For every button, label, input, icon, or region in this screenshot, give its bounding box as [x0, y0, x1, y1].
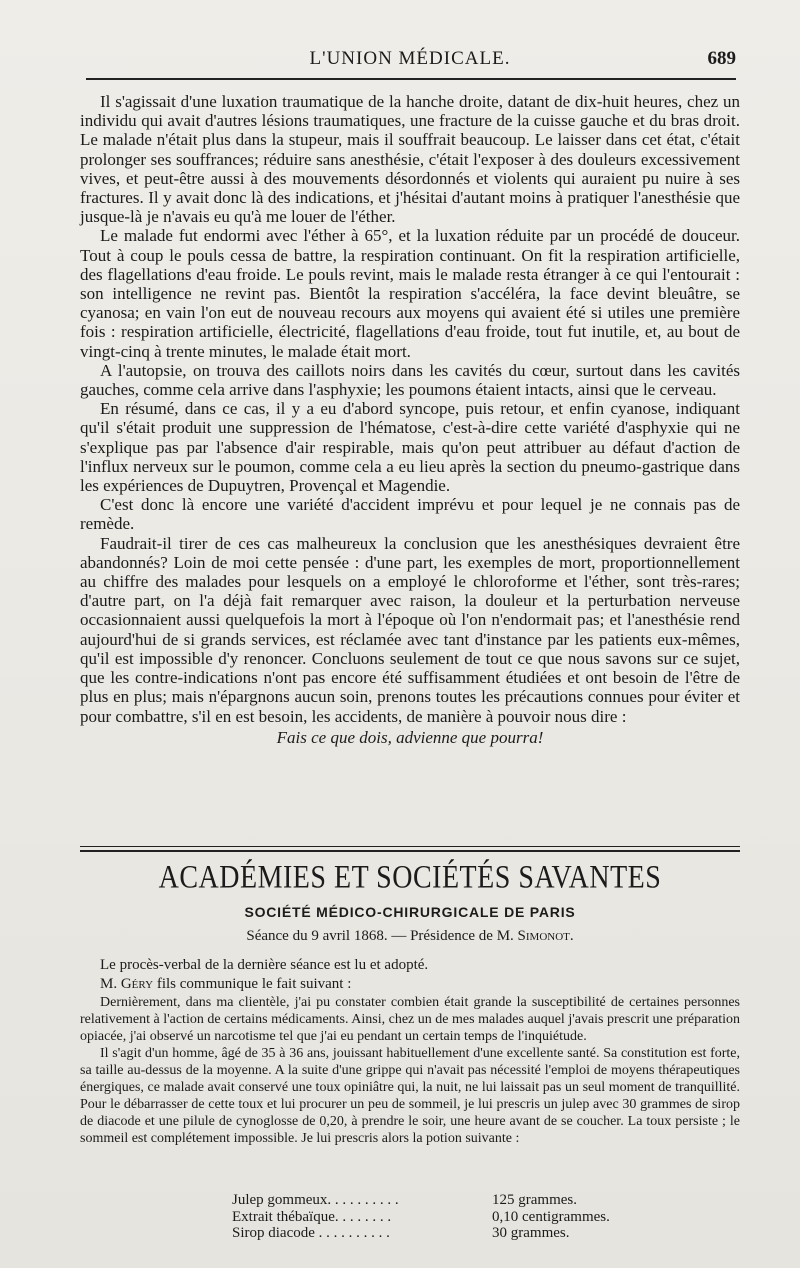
prescription-item: Julep gommeux. . . . . . . . . .	[232, 1192, 399, 1208]
minutes	[80, 956, 740, 994]
article-body	[80, 92, 740, 747]
minutes-prefix: M.	[100, 976, 121, 992]
motto: Fais ce que dois, advienne que pourra!	[276, 727, 544, 747]
report-paragraph: Il s'agit d'un homme, âgé de 35 à 36 ans, jouissant habituellement d'une excellente santé. Sa constitution est forte, sa taille au-dessus de la moyenne. A la suite d'une grippe qui n'avait pas nécessité l'emploi de moyens thérapeutiques énergiques, ce malade avait conservé une toux opiniâtre qui, la nuit, ne lui laissait pas un seul moment de tranquillité. Pour le débarrasser de cette toux et lui procurer un peu de sommeil, je lui prescris un julep avec 30 grammes de sirop de diacode et une pilule de cynoglosse de 0,20, à prendre le soir, une heure avant de se coucher. La toux persiste ; le sommeil est complétement impossible. Je lui prescris alors la potion suivante :	[80, 1046, 740, 1146]
running-title: L'UNION MÉDICALE.	[309, 48, 511, 69]
session-prefix: Séance du 9 avril 1868. — Présidence de M.	[246, 928, 518, 944]
body-paragraph: Le malade fut endormi avec l'éther à 65°, et la luxation réduite par un procédé de douceur. Tout à coup le pouls cessa de battre, la respiration continuant. On fit la respiration artificielle, des flagellations d'eau froide. Le pouls revint, mais le malade resta étranger à ce qui l'entourait : son intelligence ne revint pas. Bientôt la respiration s'accéléra, la face devint bleuâtre, se cyanosa; en vain l'on eut de nouveau recours aux moyens qui avaient été si utiles une première fois : respiration artificielle, électricité, flagellations d'eau froide, tout fut inutile, et, au bout de vingt-cinq à trente minutes, le malade était mort.	[80, 226, 740, 361]
body-paragraph: A l'autopsie, on trouva des caillots noirs dans les cavités du cœur, surtout dans les cavités gauches, comme cela arrive dans l'asphyxie; les poumons étaient intacts, ainsi que le cerveau.	[80, 360, 740, 400]
prescription-row	[232, 1209, 712, 1226]
case-report	[80, 994, 740, 1147]
prescription-qty: 125 grammes.	[492, 1192, 577, 1208]
minutes-line	[80, 975, 740, 994]
page-header	[80, 46, 740, 74]
page-number: 689	[707, 48, 736, 69]
section-divider	[80, 846, 740, 852]
session-line	[80, 928, 740, 945]
prescription-item: Sirop diacode . . . . . . . . . .	[232, 1225, 390, 1241]
prescription-qty: 0,10 centigrammes.	[492, 1208, 610, 1225]
session-president: Simonot.	[517, 928, 574, 944]
speaker-name: Géry	[120, 976, 154, 992]
header-rule	[86, 78, 736, 80]
prescription-row	[232, 1192, 712, 1209]
prescription-qty: 30 grammes.	[492, 1225, 570, 1241]
prescription-item: Extrait thébaïque. . . . . . . .	[232, 1208, 392, 1225]
prescription-row	[232, 1225, 712, 1242]
prescription	[232, 1192, 712, 1242]
society-title: SOCIÉTÉ MÉDICO-CHIRURGICALE DE PARIS	[244, 904, 576, 920]
body-paragraph: En résumé, dans ce cas, il y a eu d'abord syncope, puis retour, et enfin cyanose, indiquant qu'il s'était produit une suppression de l'hématose, c'est-à-dire cette variété d'asphyxie qui ne s'explique pas par l'absence d'air respirable, mais qu'on peut attribuer au défaut d'action de l'influx nerveux sur le poumon, comme cela a eu lieu après la section du pneumo-gastrique dans les expériences de Dupuytren, Provençal et Magendie.	[80, 399, 740, 496]
body-paragraph: C'est donc là encore une variété d'accident imprévu et pour lequel je ne connais pas de remède.	[80, 495, 740, 534]
minutes-line: Le procès-verbal de la dernière séance est lu et adopté.	[100, 957, 429, 973]
minutes-rest: fils communique le fait suivant :	[153, 976, 352, 992]
report-paragraph: Dernièrement, dans ma clientèle, j'ai pu constater combien était grande la susceptibilité de certaines personnes relativement à l'action de certains médicaments. Ainsi, chez un de mes malades auquel j'avais prescrit une préparation opiacée, j'ai observé un narcotisme tel que j'ai eu pendant un certain temps de l'inquiétude.	[80, 995, 740, 1044]
body-paragraph: Faudrait-il tirer de ces cas malheureux la conclusion que les anesthésiques devraient être abandonnés? Loin de moi cette pensée : d'une part, les exemples de mort, proportionnellement au chiffre des malades pour lesquels on a employé le chloroforme et l'éther, sont très-rares; d'autre part, on l'a déjà fait remarquer avec raison, la douleur et la perturbation nerveuse occasionnaient aussi quelquefois la mort à l'époque où l'on n'endormait pas; et l'anesthésie rend aujourd'hui de si grands services, est réclamée avec tant d'instance par les patients eux-mêmes, qu'il est impossible d'y renoncer. Concluons seulement de tout ce que nous savons sur ce sujet, que les contre-indications n'ont pas encore été suffisamment étudiées et ont besoin de l'être de plus en plus; mais n'épargnons aucun soin, prenons toutes les précautions connues pour éviter et pour combattre, s'il en est besoin, les accidents, de manière à pouvoir nous dire :	[80, 533, 740, 726]
section-title: ACADÉMIES ET SOCIÉTÉS SAVANTES	[158, 859, 662, 896]
body-paragraph: Il s'agissait d'une luxation traumatique de la hanche droite, datant de dix-huit heures, chez un individu qui avait d'autres lésions traumatiques, une fracture de la cuisse gauche et du bras droit. Le malade n'était plus dans la stupeur, mais il souffrait beaucoup. Le laisser dans cet état, c'était prolonger ses souffrances; réduire sans anesthésie, c'était l'exposer à des douleurs excessivement vives, et peut-être aussi à des mouvements désordonnés et violents qui auraient pu nuire à ses fractures. Il y avait donc là des indications, et j'hésitai d'autant moins à pratiquer l'anesthésie que jusque-là je n'avais eu qu'à me louer de l'éther.	[80, 92, 740, 227]
